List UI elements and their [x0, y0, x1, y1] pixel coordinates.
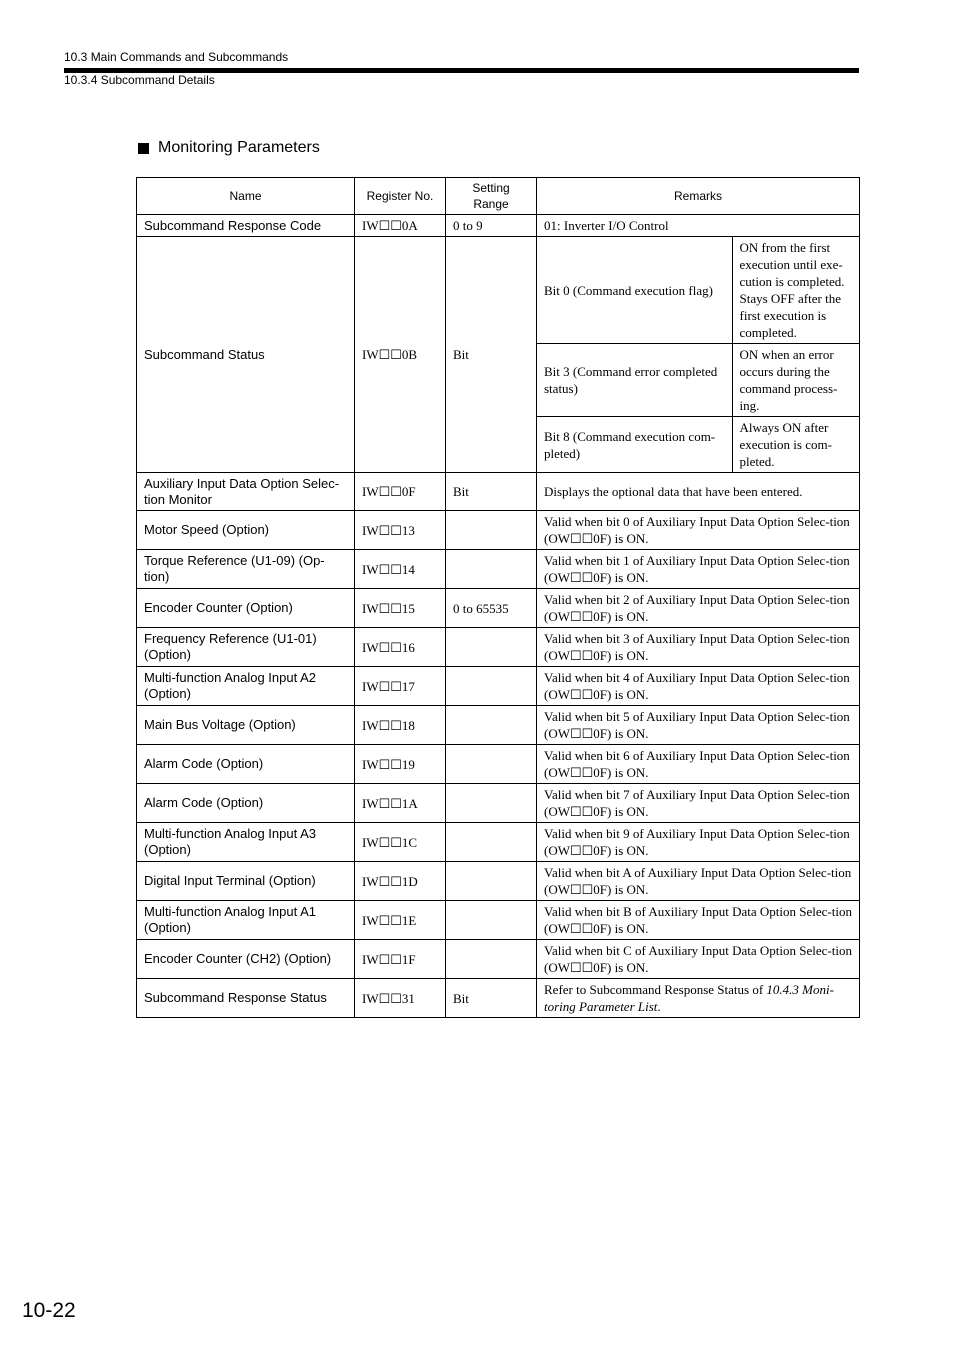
table-row — [137, 940, 860, 979]
cell-register: IW☐☐17 — [355, 667, 446, 706]
table-row — [137, 511, 860, 550]
cell-name: Torque Reference (U1-09) (Op-tion) — [137, 550, 355, 589]
bit-row — [537, 417, 859, 473]
table-row — [137, 823, 860, 862]
cell-register: IW☐☐31 — [355, 979, 446, 1018]
cell-range: Bit — [446, 473, 537, 511]
cell-range — [446, 862, 537, 901]
cell-remarks: Valid when bit 2 of Auxiliary Input Data Option Selec-tion (OW☐☐0F) is ON. — [537, 589, 860, 628]
cell-name: Multi-function Analog Input A2 (Option) — [137, 667, 355, 706]
page-number: 10-22 — [22, 1299, 76, 1322]
table-row — [137, 215, 860, 237]
cell-name: Motor Speed (Option) — [137, 511, 355, 550]
cell-name: Main Bus Voltage (Option) — [137, 706, 355, 745]
cell-name: Encoder Counter (CH2) (Option) — [137, 940, 355, 979]
bit-label: Bit 8 (Command execution com-pleted) — [537, 417, 732, 473]
monitoring-parameters-table — [136, 177, 860, 1018]
cell-range: 0 to 65535 — [446, 589, 537, 628]
cell-remarks: Valid when bit 0 of Auxiliary Input Data Option Selec-tion (OW☐☐0F) is ON. — [537, 511, 860, 550]
cell-register: IW☐☐0F — [355, 473, 446, 511]
cell-name: Alarm Code (Option) — [137, 745, 355, 784]
cell-name: Alarm Code (Option) — [137, 784, 355, 823]
cell-name: Multi-function Analog Input A3 (Option) — [137, 823, 355, 862]
cell-register: IW☐☐1F — [355, 940, 446, 979]
bit-label: Bit 0 (Command execution flag) — [537, 237, 732, 344]
cell-remarks: Valid when bit 1 of Auxiliary Input Data Option Selec-tion (OW☐☐0F) is ON. — [537, 550, 860, 589]
cell-range — [446, 550, 537, 589]
cell-range — [446, 628, 537, 667]
cell-range — [446, 823, 537, 862]
bit-status-subtable — [537, 237, 859, 472]
cell-register: IW☐☐19 — [355, 745, 446, 784]
table-row — [137, 550, 860, 589]
section-heading — [138, 139, 320, 157]
cell-name: Subcommand Response Code — [137, 215, 355, 237]
table-row — [137, 901, 860, 940]
cell-range: 0 to 9 — [446, 215, 537, 237]
square-bullet-icon — [138, 143, 149, 154]
cell-register: IW☐☐1E — [355, 901, 446, 940]
cell-remarks: Valid when bit A of Auxiliary Input Data Option Selec-tion (OW☐☐0F) is ON. — [537, 862, 860, 901]
cell-remarks: Valid when bit 9 of Auxiliary Input Data Option Selec-tion (OW☐☐0F) is ON. — [537, 823, 860, 862]
cell-range — [446, 706, 537, 745]
bit-row — [537, 344, 859, 417]
bit-description: Always ON after execution is com-pleted. — [732, 417, 859, 473]
cell-name: Multi-function Analog Input A1 (Option) — [137, 901, 355, 940]
cell-register: IW☐☐14 — [355, 550, 446, 589]
table-row — [137, 589, 860, 628]
table-header-row — [137, 178, 860, 215]
section-title: Monitoring Parameters — [158, 139, 320, 156]
cell-remarks: Valid when bit 6 of Auxiliary Input Data Option Selec-tion (OW☐☐0F) is ON. — [537, 745, 860, 784]
cell-remarks: 01: Inverter I/O Control — [537, 215, 860, 237]
table-row — [137, 706, 860, 745]
cell-range — [446, 745, 537, 784]
cell-range: Bit — [446, 237, 537, 473]
bit-row — [537, 237, 859, 344]
table-row — [137, 473, 860, 511]
cell-remarks-bits — [537, 237, 860, 473]
cell-name: Subcommand Response Status — [137, 979, 355, 1018]
cell-range — [446, 784, 537, 823]
cell-register: IW☐☐18 — [355, 706, 446, 745]
cell-name: Subcommand Status — [137, 237, 355, 473]
header-remarks: Remarks — [537, 178, 860, 215]
cell-remarks: Valid when bit 4 of Auxiliary Input Data Option Selec-tion (OW☐☐0F) is ON. — [537, 667, 860, 706]
header-register: Register No. — [355, 178, 446, 215]
cell-range — [446, 667, 537, 706]
cell-register: IW☐☐1C — [355, 823, 446, 862]
bit-label: Bit 3 (Command error completed status) — [537, 344, 732, 417]
bit-description: ON when an error occurs during the command process-ing. — [732, 344, 859, 417]
cell-name: Digital Input Terminal (Option) — [137, 862, 355, 901]
cell-name: Auxiliary Input Data Option Selec-tion Monitor — [137, 473, 355, 511]
header-name: Name — [137, 178, 355, 215]
header-subsection-path: 10.3.4 Subcommand Details — [64, 73, 215, 87]
cell-register: IW☐☐0B — [355, 237, 446, 473]
bit-description: ON from the first execution until exe-cution is completed. Stays OFF after the first execution is completed. — [732, 237, 859, 344]
cell-register: IW☐☐16 — [355, 628, 446, 667]
cell-register: IW☐☐1A — [355, 784, 446, 823]
cell-remarks: Valid when bit 3 of Auxiliary Input Data Option Selec-tion (OW☐☐0F) is ON. — [537, 628, 860, 667]
table-row — [137, 628, 860, 667]
cell-range: Bit — [446, 979, 537, 1018]
cell-remarks: Valid when bit 5 of Auxiliary Input Data Option Selec-tion (OW☐☐0F) is ON. — [537, 706, 860, 745]
cell-register: IW☐☐0A — [355, 215, 446, 237]
table-row — [137, 667, 860, 706]
table-row — [137, 745, 860, 784]
table-row — [137, 979, 860, 1018]
header-setting-range: Setting Range — [446, 178, 537, 215]
cell-remarks — [537, 979, 860, 1018]
table-row — [137, 784, 860, 823]
cell-range — [446, 940, 537, 979]
table-row — [137, 862, 860, 901]
cell-register: IW☐☐15 — [355, 589, 446, 628]
cell-name: Encoder Counter (Option) — [137, 589, 355, 628]
cross-reference: 10.4.3 Moni-toring Parameter List — [544, 982, 834, 1014]
header-section-path: 10.3 Main Commands and Subcommands — [64, 50, 289, 64]
remarks-prefix: Refer to Subcommand Response Status of — [544, 982, 767, 997]
cell-remarks: Displays the optional data that have been entered. — [537, 473, 860, 511]
cell-register: IW☐☐1D — [355, 862, 446, 901]
cell-name: Frequency Reference (U1-01) (Option) — [137, 628, 355, 667]
cell-remarks: Valid when bit 7 of Auxiliary Input Data Option Selec-tion (OW☐☐0F) is ON. — [537, 784, 860, 823]
cell-remarks: Valid when bit B of Auxiliary Input Data Option Selec-tion (OW☐☐0F) is ON. — [537, 901, 860, 940]
table-row — [137, 237, 860, 473]
remarks-suffix: . — [657, 999, 661, 1014]
cell-remarks: Valid when bit C of Auxiliary Input Data Option Selec-tion (OW☐☐0F) is ON. — [537, 940, 860, 979]
cell-range — [446, 901, 537, 940]
cell-register: IW☐☐13 — [355, 511, 446, 550]
cell-range — [446, 511, 537, 550]
